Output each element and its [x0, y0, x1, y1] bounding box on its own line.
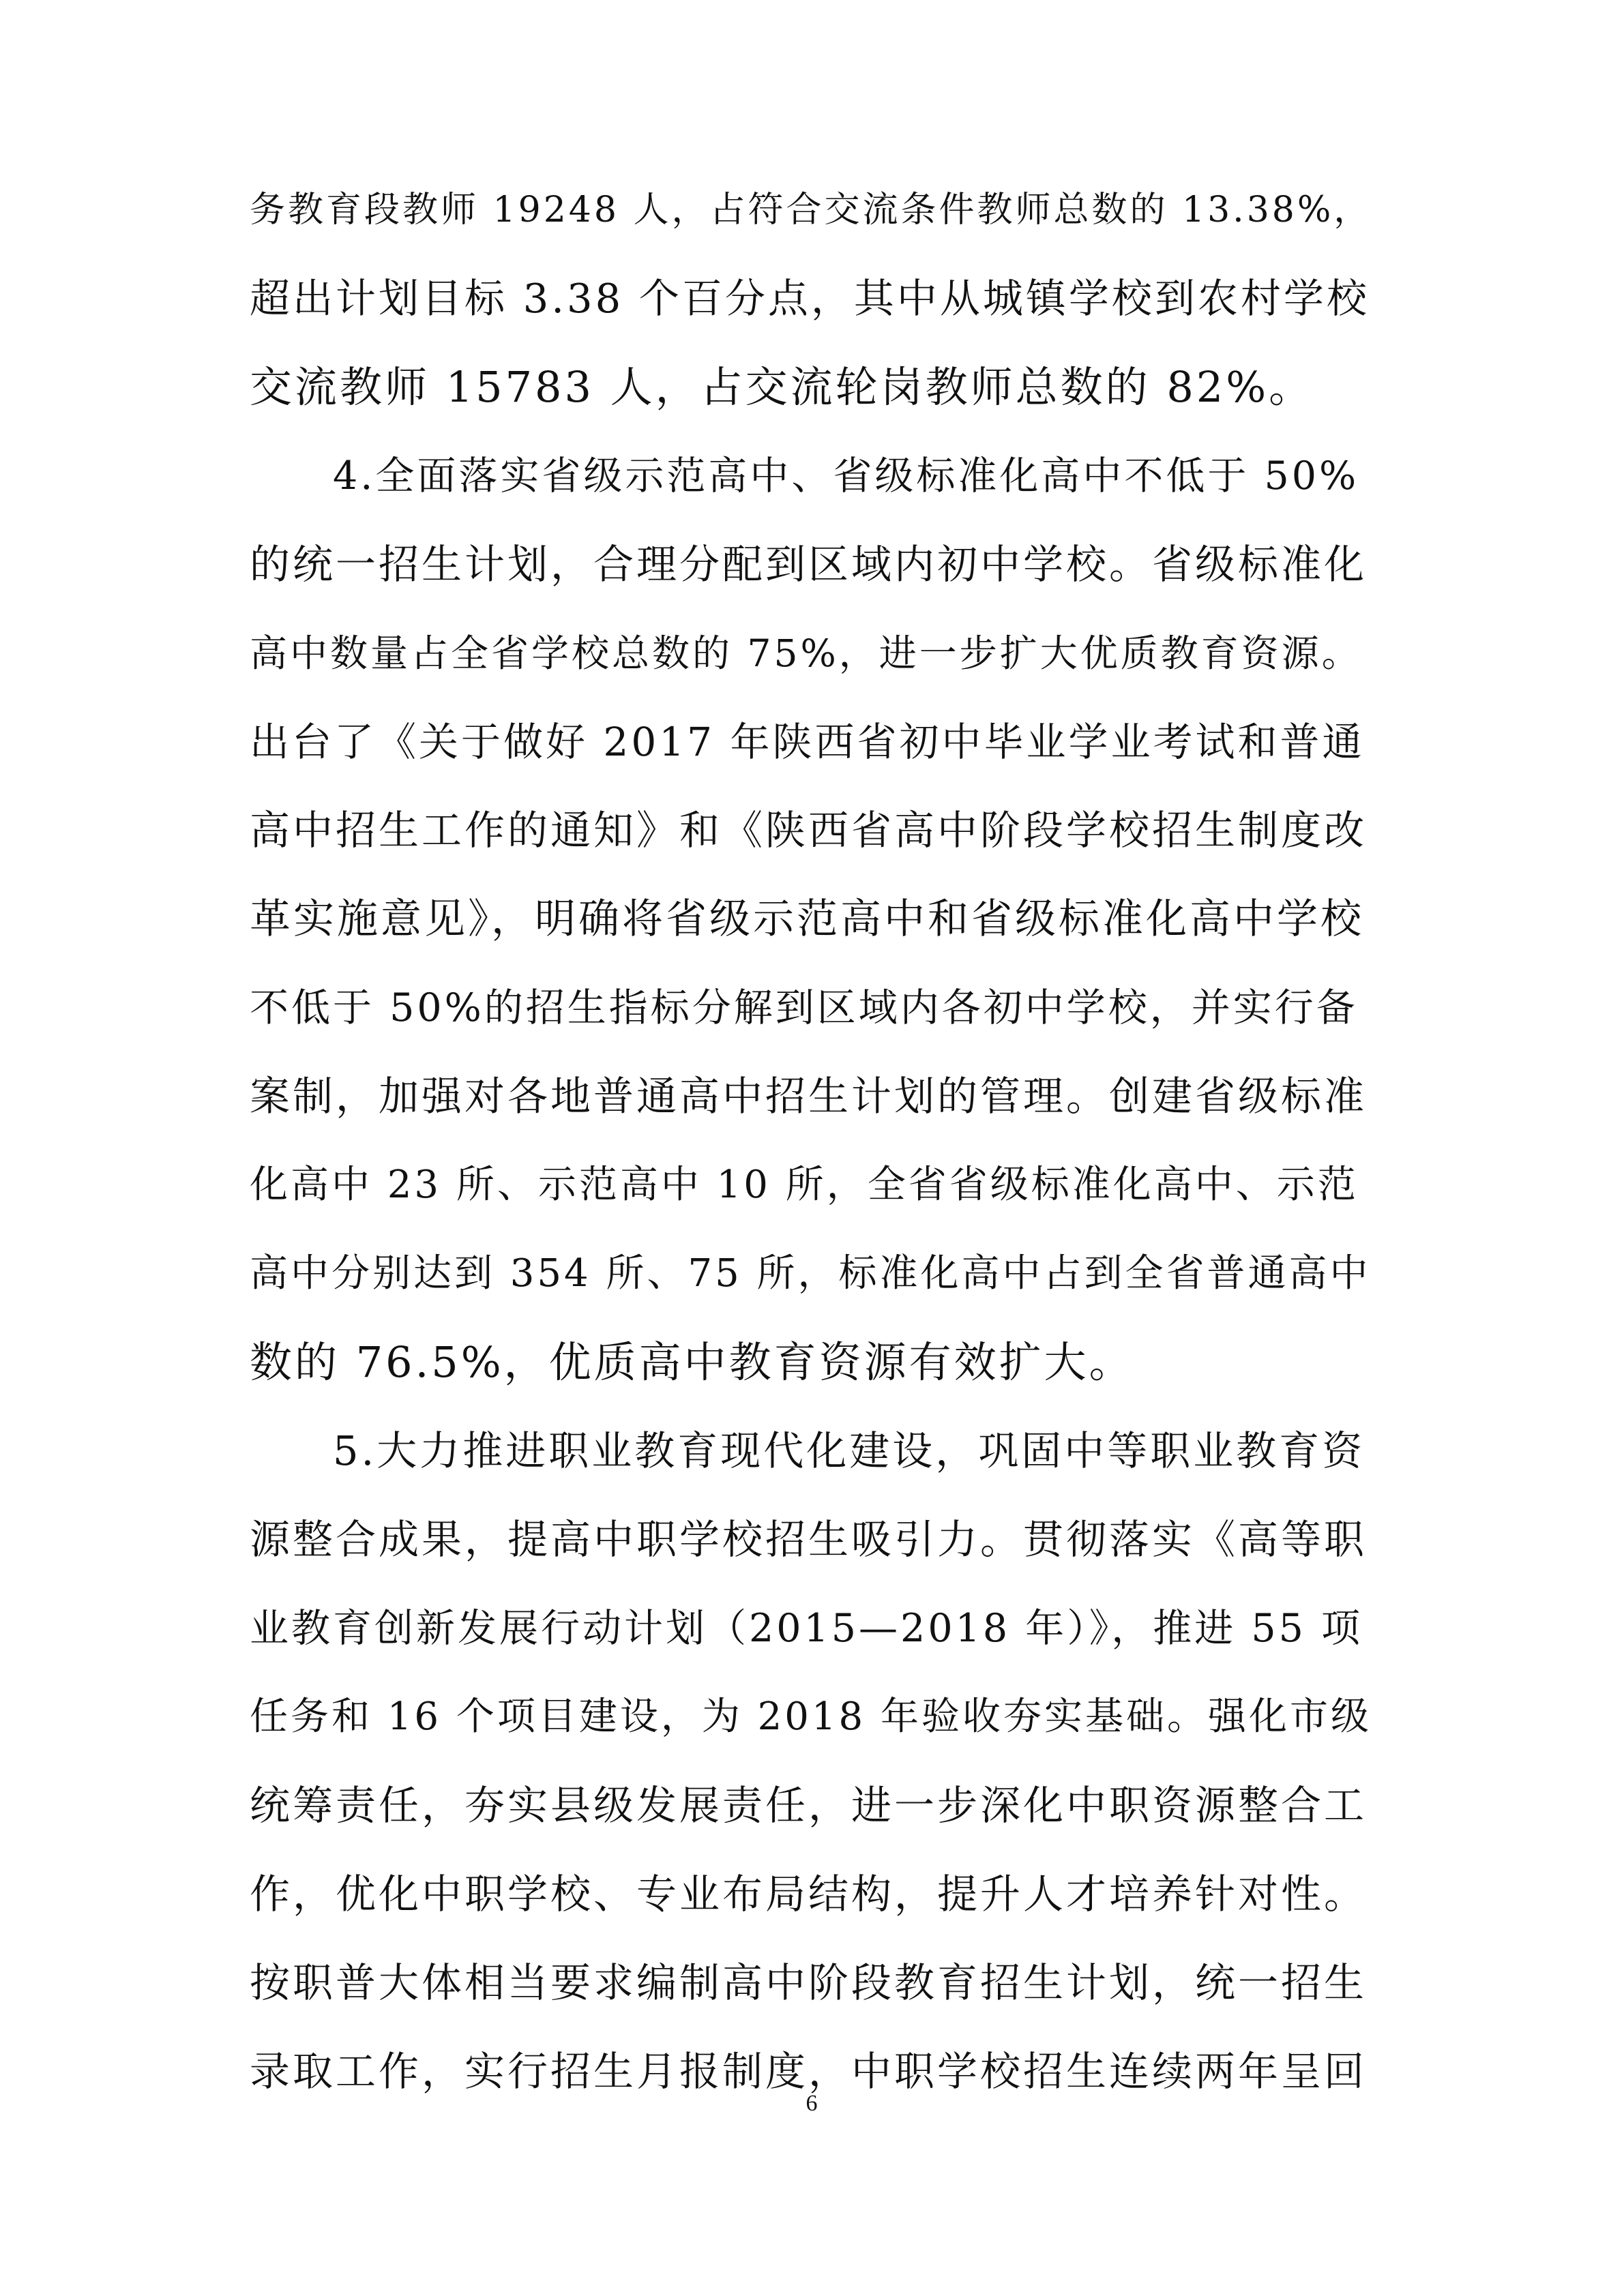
text-line: 任务和 16 个项目建设，为 2018 年验收夯实基础。强化市级: [250, 1695, 1372, 1739]
text-line: 案制，加强对各地普通高中招生计划的管理。创建省级标准: [250, 1073, 1368, 1120]
text-line: 务教育段教师 19248 人，占符合交流条件教师总数的 13.38%，: [250, 190, 1372, 230]
paragraph-start-line: 4.全面落实省级示范高中、省级标准化高中不低于 50%: [333, 453, 1359, 498]
text-line: 作，优化中职学校、专业布局结构，提升人才培养针对性。: [250, 1870, 1368, 1918]
text-line: 高中招生工作的通知》和《陕西省高中阶段学校招生制度改: [250, 807, 1368, 854]
text-line: 高中分别达到 354 所、75 所，标准化高中占到全省普通高中: [250, 1251, 1371, 1296]
page-number: 6: [806, 2091, 818, 2116]
text-line: 交流教师 15783 人，占交流轮岗教师总数的 82%。: [250, 362, 1314, 412]
text-line: 超出计划目标 3.38 个百分点，其中从城镇学校到农村学校: [250, 275, 1370, 322]
text-line: 革实施意见》，明确将省级示范高中和省级标准化高中学校: [250, 895, 1364, 943]
text-line: 按职普大体相当要求编制高中阶段教育招生计划，统一招生: [250, 1959, 1368, 2006]
text-line: 录取工作，实行招生月报制度，中职学校招生连续两年呈回: [250, 2048, 1368, 2095]
text-line: 化高中 23 所、示范高中 10 所，全省省级标准化高中、示范: [250, 1163, 1359, 1207]
text-line: 源整合成果，提高中职学校招生吸引力。贯彻落实《高等职: [250, 1516, 1368, 1563]
text-line: 不低于 50%的招生指标分解到区域内各初中学校，并实行备: [250, 985, 1358, 1030]
text-line: 业教育创新发展行动计划（2015—2018 年）》，推进 55 项: [250, 1606, 1363, 1651]
text-line: 高中数量占全省学校总数的 75%，进一步扩大优质教育资源。: [250, 631, 1362, 675]
text-line: 出台了《关于做好 2017 年陕西省初中毕业学业考试和普通: [250, 719, 1365, 765]
text-line: 数的 76.5%，优质高中教育资源有效扩大。: [250, 1337, 1134, 1387]
text-line: 的统一招生计划，合理分配到区域内初中学校。省级标准化: [250, 541, 1368, 588]
paragraph-start-line: 5.大力推进职业教育现代化建设，巩固中等职业教育资: [333, 1427, 1365, 1474]
text-line: 统筹责任，夯实县级发展责任，进一步深化中职资源整合工: [250, 1782, 1368, 1829]
